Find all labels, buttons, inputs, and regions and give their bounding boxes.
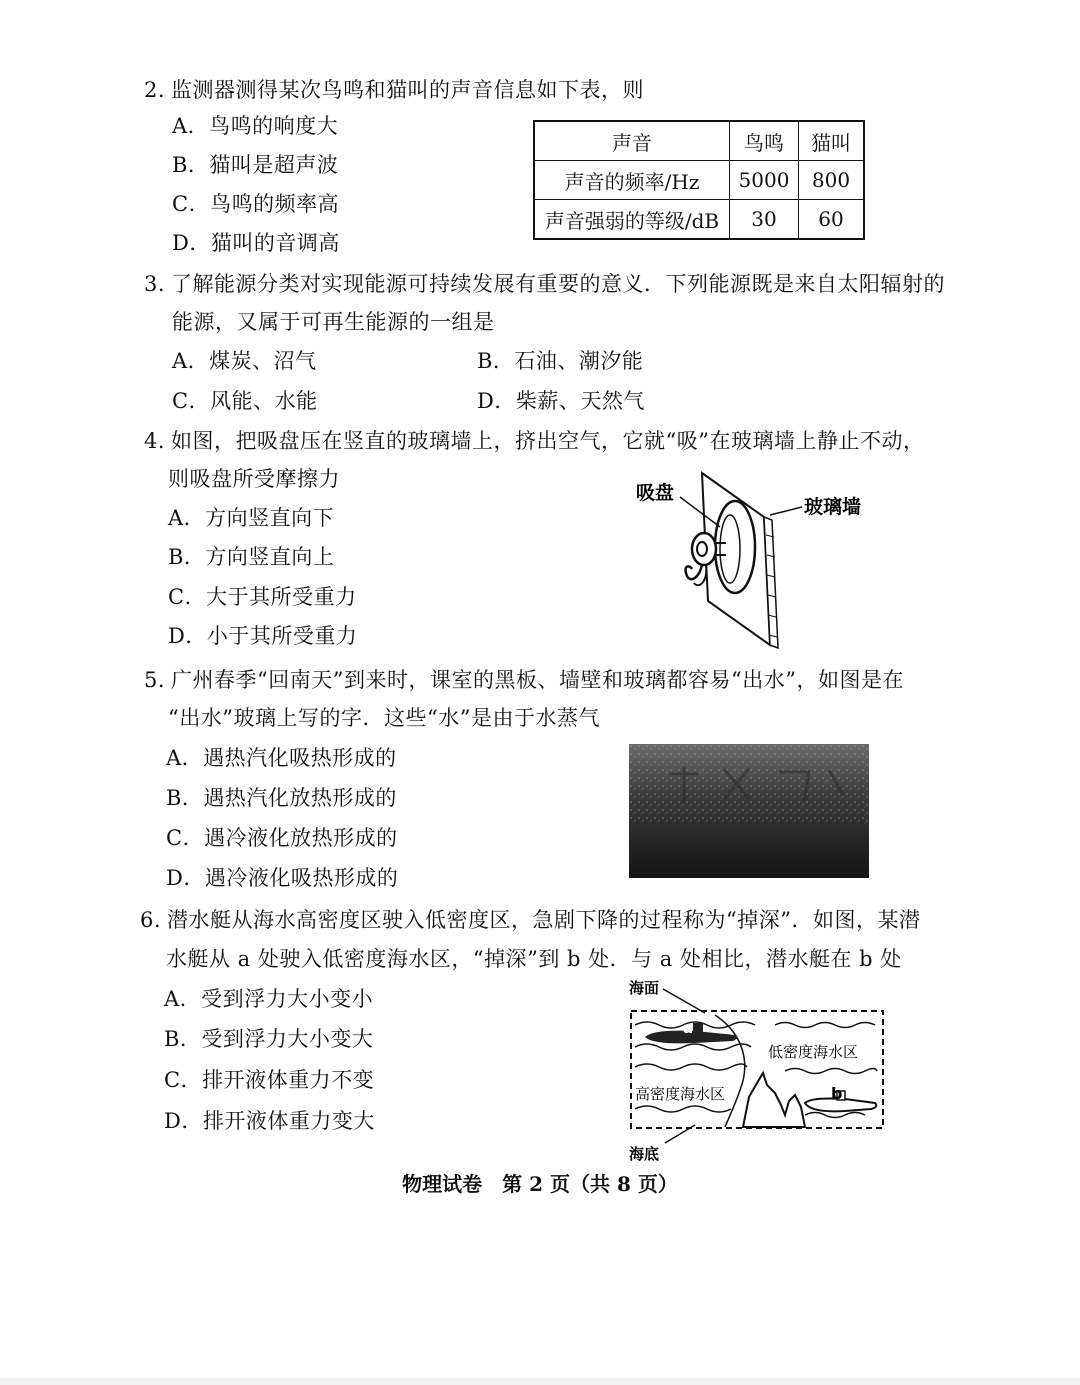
q3-option-b: B．石油、潮汐能 bbox=[477, 349, 644, 373]
q6-stem-line1 bbox=[131, 905, 920, 935]
label-b: b bbox=[831, 1084, 843, 1103]
q2-number: 2. bbox=[143, 78, 165, 102]
q3-stem-line1 bbox=[135, 269, 945, 299]
q5-option-c: C．遇冷液化放热形成的 bbox=[166, 826, 398, 850]
q5-option-a: A．遇热汽化吸热形成的 bbox=[166, 746, 397, 770]
label-a: a bbox=[683, 1019, 694, 1037]
q3-option-a: A．煤炭、沼气 bbox=[172, 349, 317, 373]
low-density-label: 低密度海水区 bbox=[768, 1043, 859, 1061]
table-cell: 声音强弱的等级/dB bbox=[534, 200, 730, 240]
q3-option-c: C．风能、水能 bbox=[172, 389, 318, 413]
table-row bbox=[534, 161, 864, 200]
q5-stem-line1 bbox=[135, 665, 904, 695]
q5-option-b: B．遇热汽化放热形成的 bbox=[166, 786, 397, 810]
q6-stem-line2: 水艇从 a 处驶入低密度海水区，“掉深”到 b 处．与 a 处相比，潜水艇在 b 处 bbox=[166, 947, 902, 971]
suction-cup-figure bbox=[630, 465, 870, 650]
q2-option-b: B．猫叫是超声波 bbox=[172, 153, 339, 177]
q3-number: 3. bbox=[143, 272, 165, 296]
q6-stem-text-1: 潜水艇从海水高密度区驶入低密度区，急剧下降的过程称为“掉深”．如图，某潜 bbox=[167, 908, 921, 932]
table-cell: 800 bbox=[799, 161, 865, 200]
q3-stem-text-1: 了解能源分类对实现能源可持续发展有重要的意义．下列能源既是来自太阳辐射的 bbox=[171, 272, 945, 296]
q4-stem-text-1: 如图，把吸盘压在竖直的玻璃墙上，挤出空气，它就“吸”在玻璃墙上静止不动， bbox=[171, 429, 925, 453]
table-cell: 5000 bbox=[730, 161, 799, 200]
table-header-cell: 声音 bbox=[534, 121, 730, 161]
q4-stem-line2: 则吸盘所受摩擦力 bbox=[168, 467, 340, 491]
glass-label-pointer bbox=[770, 507, 802, 515]
q6-number: 6. bbox=[139, 908, 161, 932]
table-cell: 30 bbox=[730, 200, 799, 240]
table-header-row bbox=[534, 121, 864, 161]
glass-wall-label: 玻璃墙 bbox=[804, 496, 862, 518]
q4-stem-line1 bbox=[135, 426, 924, 456]
table-cell: 60 bbox=[799, 200, 865, 240]
high-density-label: 高密度海水区 bbox=[635, 1085, 726, 1103]
suction-cup-label: 吸盘 bbox=[636, 482, 675, 504]
q5-stem-text-1: 广州春季“回南天”到来时，课室的黑板、墙壁和玻璃都容易“出水”，如图是在 bbox=[171, 668, 904, 692]
fogged-glass-photo bbox=[629, 744, 869, 878]
table-header-cell: 猫叫 bbox=[799, 121, 865, 161]
q6-option-c: C．排开液体重力不变 bbox=[164, 1068, 375, 1092]
q3-option-d: D．柴薪、天然气 bbox=[477, 389, 645, 413]
submarine-diagram bbox=[625, 975, 890, 1165]
q6-option-a: A．受到浮力大小变小 bbox=[164, 987, 374, 1011]
seabed-label: 海底 bbox=[629, 1145, 660, 1163]
q2-option-c: C．鸟鸣的频率高 bbox=[172, 192, 340, 216]
q4-option-a: A．方向竖直向下 bbox=[168, 506, 335, 530]
q2-stem-text: 监测器测得某次鸟鸣和猫叫的声音信息如下表，则 bbox=[171, 78, 644, 102]
q4-option-d: D．小于其所受重力 bbox=[168, 624, 358, 648]
bottom-strip bbox=[0, 1378, 1080, 1385]
q2-option-a: A．鸟鸣的响度大 bbox=[172, 114, 339, 138]
q4-option-c: C．大于其所受重力 bbox=[168, 585, 357, 609]
q3-stem-line2: 能源，又属于可再生能源的一组是 bbox=[172, 310, 495, 334]
q4-number: 4. bbox=[143, 429, 165, 453]
table-row bbox=[534, 200, 864, 240]
q5-stem-line2: “出水”玻璃上写的字．这些“水”是由于水蒸气 bbox=[168, 706, 600, 730]
hook-icon bbox=[686, 565, 702, 579]
q6-option-b: B．受到浮力大小变大 bbox=[164, 1027, 374, 1051]
suction-cup-knob-center bbox=[697, 542, 707, 556]
q2-option-d: D．猫叫的音调高 bbox=[172, 231, 340, 255]
sea-surface-label: 海面 bbox=[629, 979, 660, 997]
q6-option-d: D．排开液体重力变大 bbox=[164, 1109, 375, 1133]
sound-table bbox=[533, 120, 865, 240]
q5-option-d: D．遇冷液化吸热形成的 bbox=[166, 866, 399, 890]
table-cell: 声音的频率/Hz bbox=[534, 161, 730, 200]
q4-option-b: B．方向竖直向上 bbox=[168, 545, 335, 569]
q5-number: 5. bbox=[143, 668, 165, 692]
page-footer: 物理试卷 第 2 页（共 8 页） bbox=[402, 1172, 678, 1196]
q2-stem bbox=[135, 75, 644, 105]
table-header-cell: 鸟鸣 bbox=[730, 121, 799, 161]
